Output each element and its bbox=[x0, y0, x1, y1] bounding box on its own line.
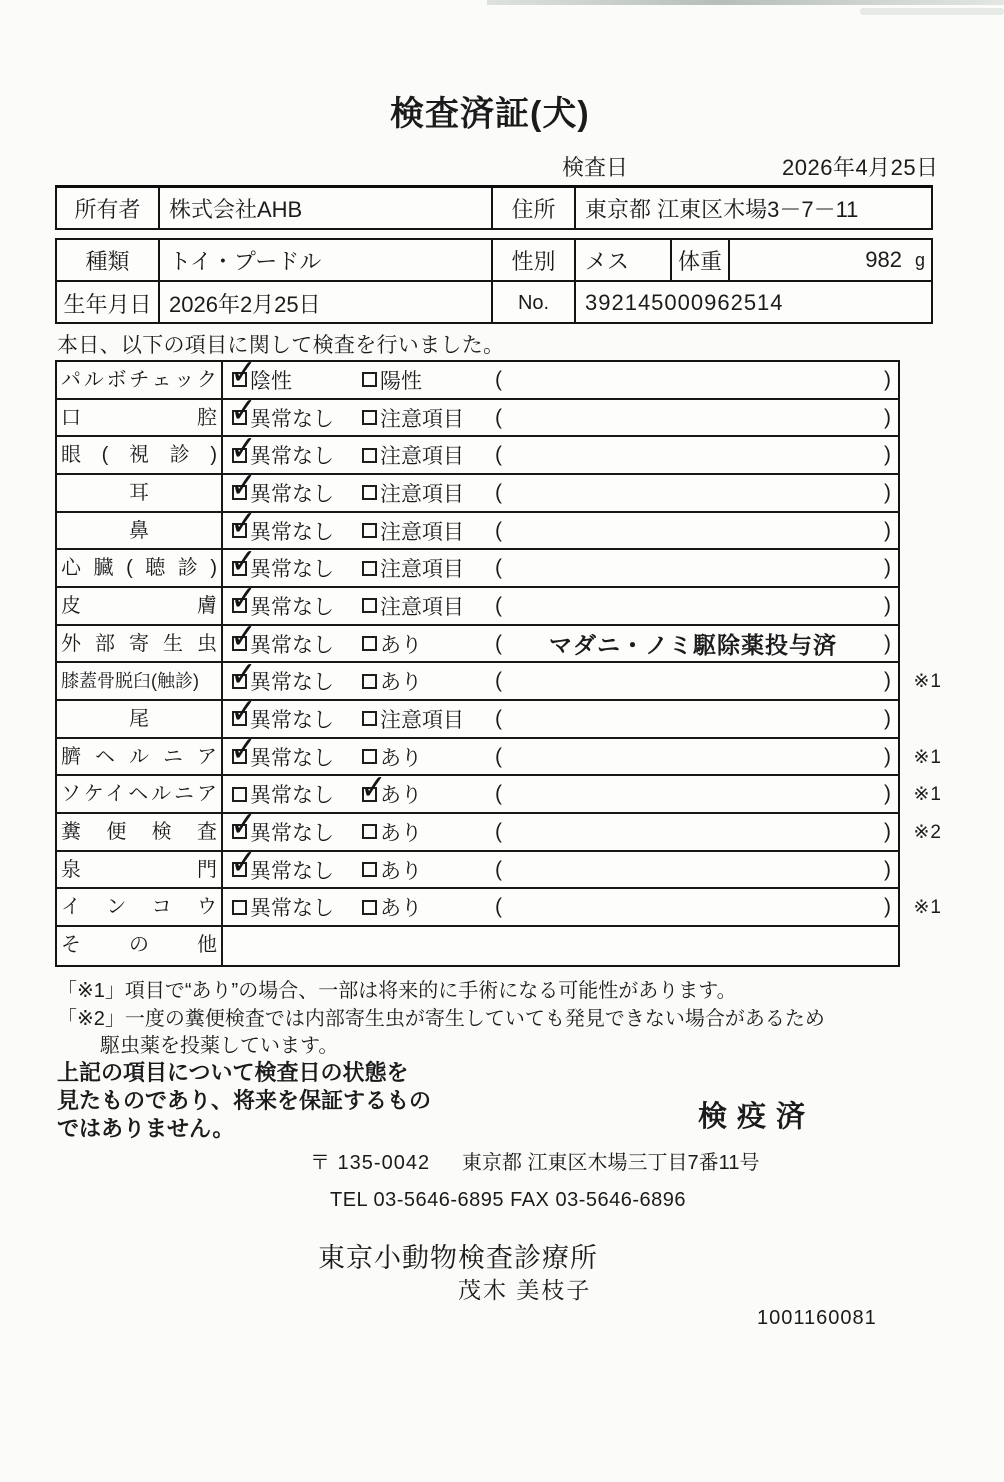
checkbox-icon bbox=[230, 615, 257, 657]
option-label: 異常なし bbox=[250, 859, 334, 883]
option-label: 異常なし bbox=[250, 482, 334, 506]
checkbox-icon bbox=[362, 448, 377, 463]
paren-close: ) bbox=[884, 518, 891, 542]
paren-open: ( bbox=[495, 895, 502, 919]
option-label: 注意項目 bbox=[380, 407, 464, 431]
item-label: 糞便検査 bbox=[57, 814, 223, 850]
checkbox-option bbox=[362, 553, 495, 583]
footnote-ref1: 「※1」項目で“あり”の場合、一部は将来的に手術になる可能性があります。 bbox=[57, 980, 737, 1002]
table-row bbox=[57, 577, 898, 626]
breed-label: 種類 bbox=[57, 240, 160, 280]
paren-close: ) bbox=[884, 744, 891, 768]
option-label: 異常なし bbox=[250, 407, 334, 431]
weight-unit: g bbox=[914, 249, 925, 270]
paren-open: ( bbox=[495, 405, 502, 429]
option-label: 陽性 bbox=[380, 369, 422, 393]
inspection-date-value: 2026年4月25日 bbox=[782, 155, 939, 180]
item-label: 皮膚 bbox=[57, 588, 223, 624]
checkbox-option bbox=[362, 629, 495, 659]
paren-open: ( bbox=[495, 744, 502, 768]
table-row bbox=[57, 841, 898, 890]
check-mark: ✓ bbox=[230, 464, 257, 507]
owner-value: 株式会社AHB bbox=[169, 196, 303, 222]
paren-close: ) bbox=[884, 706, 891, 730]
birthdate-label: 生年月日 bbox=[57, 282, 160, 324]
check-mark: ✓ bbox=[230, 841, 257, 883]
paren-open: ( bbox=[495, 819, 502, 843]
paren-close: ) bbox=[884, 593, 891, 617]
check-mark: ✓ bbox=[230, 803, 257, 846]
paren-open: ( bbox=[495, 631, 502, 655]
table-row bbox=[57, 427, 898, 475]
checkbox-option bbox=[362, 817, 495, 847]
sex-value: メス bbox=[585, 248, 630, 274]
checkbox-icon bbox=[230, 502, 257, 544]
check-mark: ✓ bbox=[230, 728, 257, 770]
table-row bbox=[57, 240, 931, 282]
option-label: 陰性 bbox=[250, 369, 292, 393]
option-label: 注意項目 bbox=[380, 595, 464, 619]
option-label: 異常なし bbox=[250, 671, 334, 695]
table-row bbox=[57, 803, 942, 852]
checkbox-icon bbox=[230, 351, 257, 393]
address-label: 住所 bbox=[491, 188, 576, 228]
paren-close: ) bbox=[884, 669, 891, 693]
option-label: 異常なし bbox=[250, 633, 334, 657]
table-row bbox=[57, 766, 942, 814]
weight-cell bbox=[730, 240, 931, 280]
table-row bbox=[57, 927, 898, 965]
paren-open: ( bbox=[495, 593, 502, 617]
paren-open: ( bbox=[495, 706, 502, 730]
item-label: 外部寄生虫 bbox=[57, 626, 223, 662]
check-mark: ✓ bbox=[230, 615, 257, 657]
table-row bbox=[57, 728, 942, 777]
item-label: 耳 bbox=[57, 475, 223, 511]
owner-table bbox=[55, 185, 933, 230]
checkbox-icon bbox=[362, 523, 377, 538]
breed-value: トイ・プードル bbox=[169, 248, 322, 274]
inspection-items-table bbox=[55, 351, 942, 967]
tel-fax: TEL 03-5646-6895 FAX 03-5646-6896 bbox=[330, 1189, 687, 1211]
checkbox-option bbox=[362, 704, 495, 734]
checkbox-icon bbox=[230, 690, 257, 733]
disclaimer-line: ではありません。 bbox=[57, 1116, 235, 1141]
option-label: 異常なし bbox=[250, 746, 334, 770]
footnote-ref2-line2: 駆虫薬を投薬しています。 bbox=[100, 1035, 339, 1057]
checkbox-icon bbox=[362, 749, 377, 764]
checkbox-icon bbox=[362, 862, 377, 877]
item-label: 臍ヘルニア bbox=[57, 739, 223, 775]
table-row bbox=[57, 282, 931, 324]
table-row bbox=[57, 502, 898, 551]
checkbox-icon bbox=[230, 577, 257, 620]
ref-mark: ※1 bbox=[913, 784, 942, 806]
item-label: パルボチェック bbox=[57, 362, 223, 398]
checkbox-icon bbox=[230, 540, 257, 582]
item-label: 眼(視診) bbox=[57, 437, 223, 473]
checkbox-option bbox=[230, 841, 362, 885]
option-label: 注意項目 bbox=[380, 520, 464, 544]
paren-close: ) bbox=[884, 819, 891, 843]
checkbox-icon bbox=[362, 372, 377, 387]
paren-open: ( bbox=[495, 782, 502, 806]
checkbox-option bbox=[362, 666, 495, 696]
paren-open: ( bbox=[495, 857, 502, 881]
item-label: 膝蓋骨脱臼(触診) bbox=[57, 663, 223, 699]
paren-close: ) bbox=[884, 631, 891, 655]
ref-mark: ※1 bbox=[913, 746, 942, 768]
checkbox-option bbox=[362, 440, 495, 470]
option-label: あり bbox=[380, 821, 422, 845]
table-row bbox=[57, 389, 898, 438]
intro-text: 本日、以下の項目に関して検査を行いました。 bbox=[57, 334, 505, 357]
examiner-name: 茂木 美枝子 bbox=[458, 1277, 592, 1303]
option-label: 異常なし bbox=[250, 445, 334, 469]
sex-label: 性別 bbox=[491, 240, 576, 280]
table-row bbox=[57, 889, 942, 927]
item-label: 尾 bbox=[57, 701, 223, 737]
option-label: あり bbox=[380, 897, 422, 921]
empty-cell bbox=[223, 927, 898, 965]
checkbox-icon bbox=[362, 561, 377, 576]
footnote-ref2-line1: 「※2」一度の糞便検査では内部寄生虫が寄生していても発見できない場合があるため bbox=[57, 1008, 825, 1030]
paren-close: ) bbox=[884, 782, 891, 806]
checkbox-option bbox=[362, 591, 495, 621]
check-mark: ✓ bbox=[230, 351, 257, 393]
option-label: 注意項目 bbox=[380, 708, 464, 732]
check-mark: ✓ bbox=[230, 389, 257, 431]
weight-value: 982 bbox=[865, 247, 902, 272]
option-label: 注意項目 bbox=[380, 482, 464, 506]
scan-artifact-bar bbox=[487, 0, 1004, 5]
checkbox-icon bbox=[362, 711, 377, 726]
option-label: 注意項目 bbox=[380, 558, 464, 582]
checkbox-icon bbox=[362, 674, 377, 689]
pet-table bbox=[55, 238, 933, 324]
option-label: 異常なし bbox=[250, 708, 334, 732]
ref-mark: ※2 bbox=[913, 822, 942, 844]
check-mark: ✓ bbox=[230, 653, 257, 695]
check-mark: ✓ bbox=[230, 690, 257, 733]
table-row bbox=[57, 653, 942, 701]
table-row bbox=[57, 615, 898, 664]
checkbox-option bbox=[362, 892, 495, 922]
table-row bbox=[57, 540, 898, 588]
checkbox-icon bbox=[232, 787, 247, 802]
option-label: 注意項目 bbox=[380, 445, 464, 469]
checkbox-icon bbox=[230, 427, 257, 469]
postal-code: 〒 135-0042 bbox=[310, 1152, 431, 1174]
option-label: 異常なし bbox=[250, 897, 334, 921]
paren-close: ) bbox=[884, 480, 891, 504]
check-mark: ✓ bbox=[230, 577, 257, 620]
option-label: 異常なし bbox=[250, 821, 334, 845]
checkbox-icon bbox=[362, 636, 377, 651]
checkbox-option bbox=[360, 766, 495, 809]
checkbox-option bbox=[362, 516, 495, 546]
clinic-name: 東京小動物検査診療所 bbox=[318, 1243, 598, 1273]
weight-label: 体重 bbox=[670, 240, 730, 280]
checkbox-icon bbox=[362, 598, 377, 613]
item-label: ソケイヘルニア bbox=[57, 776, 223, 812]
check-mark: ✓ bbox=[360, 766, 387, 808]
paren-close: ) bbox=[884, 443, 891, 467]
option-label: 異常なし bbox=[250, 595, 334, 619]
item-label: 鼻 bbox=[57, 513, 223, 549]
birthdate-value: 2026年2月25日 bbox=[169, 291, 321, 317]
checkbox-option bbox=[230, 728, 362, 772]
quarantine-stamp: 検疫済 bbox=[698, 1101, 816, 1133]
table-row bbox=[57, 464, 898, 513]
item-label: 口腔 bbox=[57, 400, 223, 436]
owner-label: 所有者 bbox=[57, 188, 160, 228]
check-mark: ✓ bbox=[230, 502, 257, 544]
checkbox-icon bbox=[362, 485, 377, 500]
paren-open: ( bbox=[495, 367, 502, 391]
option-label: あり bbox=[380, 784, 422, 808]
paren-open: ( bbox=[495, 556, 502, 580]
checkbox-option bbox=[362, 403, 495, 433]
number-value: 392145000962514 bbox=[585, 290, 784, 315]
paren-open: ( bbox=[495, 669, 502, 693]
item-label: 泉門 bbox=[57, 852, 223, 888]
checkbox-icon bbox=[362, 900, 377, 915]
paren-close: ) bbox=[884, 556, 891, 580]
checkbox-icon bbox=[230, 464, 257, 507]
paren-open: ( bbox=[495, 518, 502, 542]
check-mark: ✓ bbox=[230, 540, 257, 582]
option-label: 異常なし bbox=[250, 520, 334, 544]
option-label: あり bbox=[380, 633, 422, 657]
item-label: インコウ bbox=[57, 889, 223, 925]
check-mark: ✓ bbox=[230, 427, 257, 469]
ref-mark: ※1 bbox=[913, 897, 942, 919]
paren-close: ) bbox=[884, 367, 891, 391]
option-label: あり bbox=[380, 671, 422, 695]
checkbox-option bbox=[362, 478, 495, 508]
paren-close: ) bbox=[884, 405, 891, 429]
checkbox-icon bbox=[362, 824, 377, 839]
checkbox-icon bbox=[360, 766, 387, 808]
checkbox-option bbox=[362, 855, 495, 885]
address-value: 東京都 江東区木場3－7－11 bbox=[585, 196, 859, 222]
paren-open: ( bbox=[495, 480, 502, 504]
option-label: あり bbox=[380, 859, 422, 883]
table-row bbox=[57, 690, 898, 739]
paren-note: マダニ・ノミ駆除薬投与済 bbox=[549, 632, 837, 659]
paren-close: ) bbox=[884, 895, 891, 919]
serial-number: 1001160081 bbox=[757, 1307, 877, 1329]
table-row bbox=[57, 351, 898, 400]
paren-open: ( bbox=[495, 443, 502, 467]
page-title: 検査済証(犬) bbox=[390, 95, 590, 133]
inspection-date-label: 検査日 bbox=[562, 155, 629, 180]
number-label: No. bbox=[491, 282, 576, 324]
checkbox-icon bbox=[230, 803, 257, 846]
checkbox-icon bbox=[362, 410, 377, 425]
disclaimer-line: 見たものであり、将来を保証するもの bbox=[57, 1088, 432, 1113]
disclaimer-text bbox=[57, 1059, 431, 1143]
option-label: 異常なし bbox=[250, 784, 334, 808]
checkbox-icon bbox=[230, 841, 257, 883]
option-label: 異常なし bbox=[250, 558, 334, 582]
checkbox-option bbox=[362, 365, 495, 395]
clinic-address: 東京都 江東区木場三丁目7番11号 bbox=[462, 1152, 760, 1174]
checkbox-icon bbox=[230, 389, 257, 431]
disclaimer-line: 上記の項目について検査日の状態を bbox=[57, 1060, 409, 1085]
item-label: その他 bbox=[57, 927, 223, 965]
checkbox-icon bbox=[230, 653, 257, 695]
ref-mark: ※1 bbox=[913, 671, 942, 693]
option-label: あり bbox=[380, 746, 422, 770]
scan-artifact-smudge bbox=[860, 8, 1004, 15]
checkbox-icon bbox=[230, 728, 257, 770]
checkbox-option bbox=[232, 892, 362, 922]
item-label: 心臓(聴診) bbox=[57, 550, 223, 586]
checkbox-icon bbox=[232, 900, 247, 915]
paren-close: ) bbox=[884, 857, 891, 881]
